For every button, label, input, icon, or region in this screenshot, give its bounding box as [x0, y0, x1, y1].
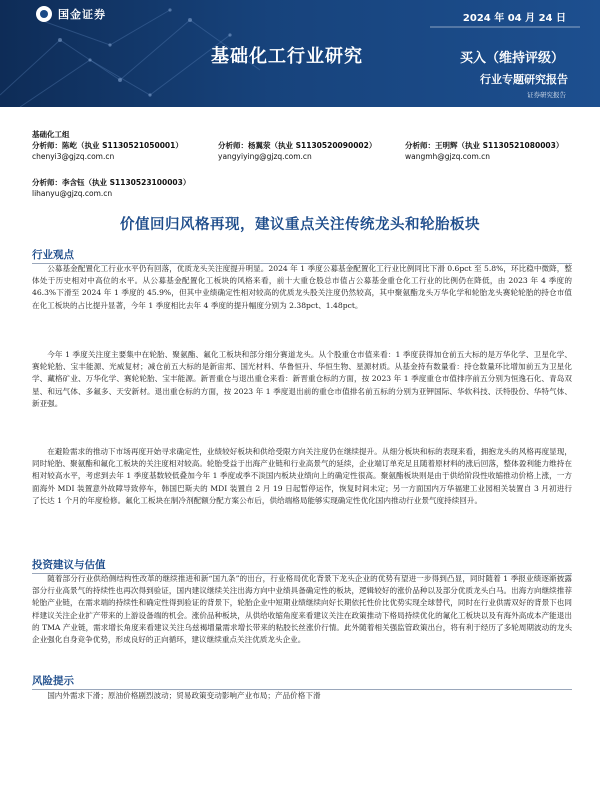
section-heading-view: [32, 247, 572, 264]
analyst-email[interactable]: wangmh@gjzq.com.cn: [405, 152, 491, 161]
analyst-email[interactable]: lihanyu@gjzq.com.cn: [32, 189, 113, 198]
section-title: 行业观点: [32, 249, 74, 261]
section-heading-risk: [32, 673, 572, 690]
logo-text: 国金证券: [58, 8, 106, 21]
view-paragraph-2: 今年 1 季度关注度主要集中在轮胎、聚氨酯、氟化工板块和部分细分赛道龙头。从个股重仓市值来看：1 季度获得加仓前五大标的是万华化学、卫星化学、赛轮轮胎、宝丰能源、光威复材；减仓前五大标的是新宙邦、国光材料、华鲁恒升、华恒生物、星源材质。从基金持有数量看：持仓数量环比增加前五为卫星化学、藏格矿业、万华化学、赛轮轮胎、宝丰能源。新晋重仓与退出重仓来看：新晋重仓标的方面，按 2023 年 1 季度重仓市值排序前五分别为恒逸石化、青岛双星、和远气体、多氟多、天安新材。退出重仓标的方面，按 2023 年 1 季度退出前的重仓市值排名前五标的分别为亚钾国际、华软科技、沃特股份、华特气体、新亚强。: [32, 350, 572, 408]
section-title: 风险提示: [32, 675, 74, 687]
rating: 买入（维持评级）: [459, 51, 564, 66]
report-type: 行业专题研究报告: [480, 73, 568, 86]
company-logo: [36, 6, 106, 22]
analyst-4: [32, 177, 190, 199]
view-paragraph-3: 在避险需求的推动下市场再度开始寻求确定性，业绩较好板块和供给受限方向关注度仍在继续提升。从细分板块和标的表现来看，拥抱龙头的风格再度显现，同时轮胎、聚氨酯和氟化工板块的关注度相对较高。轮胎受益于出海产业链和行业高景气的延续，企业端订单充足且随着原材料的涨后回落，整体盈利能力维持在相对较高水平，考虑到去年 1 季度基数较低叠加今年 1 季度或季不淡国内板块业绩向上的确定性很高。聚氨酯板块则是由于供给阶段性收缩推动价格上涨，一方面海外 MDI 装置意外故障导致停车，韩国巴斯夫的 MDI 装置自 2 月 19 日起暂停运作，恢复时间未定；另一方面国内万华福建工业园相关装置自 3 月初进行了长达 1 个月的年度检修。氟化工板块在制冷剂配额分配方案公布后，供给端格局能够实现确定性优化国内推动行业景气度持续回升。: [32, 447, 572, 505]
analyst-email[interactable]: chenyi3@gjzq.com.cn: [32, 152, 115, 161]
invest-paragraph-1: 随着部分行业供给侧结构性改革的继续推进和新“国九条”的出台，行业格局优化背景下龙头企业的优势有望进一步得到凸显，同时随着 1 季报业绩逐渐披露部分行业高景气的持续性也再次得到验证，国内建议继续关注出海方向中业绩具备确定性的板块，逻辑较好的涨价品种以及部分优质龙头白马。出海方向继续推荐轮胎产业链，在需求端的持续性和确定性得到验证的背景下，轮胎企业中短期业绩继续向好长期依托性价比优势实现全球替代，同时在行业供需双好的背景下也同样建议关注企业扩产带来的上游设备端的机会。涨价品种板块，从供给收缩角度来看建议关注在政策推动下格局持续优化的氟化工板块以及有海外高成本产能退出的 TMA 产业链，需求增长角度来看建议关注乌兹褐增量需求增长带来的粘胶长丝涨价行情。此外随着相关强监管政策出台，将有利于经历了多轮周期波动的龙头企业强化自身竞争优势，形成良好的正向循环，建议继续重点关注优质龙头企业。: [32, 574, 572, 645]
section-title: 投资建议与估值: [32, 559, 106, 571]
header-banner: [0, 0, 600, 107]
section-heading-invest: [32, 557, 572, 574]
report-category-title: 基础化工行业研究: [211, 46, 363, 67]
view-paragraph-1: 公募基金配置化工行业水平仍有回落，优质龙头关注度提升明显。2024 年 1 季度公募基金配置化工行业比例同比下滑 0.6pct 至 5.8%，环比稳中微降，整体处于历史相对中高位的水平。从公募基金配置化工板块的风格来看，前十大重仓股总市值占公募基金重仓化工行业的比例仍在降低，由 2023 年 4 季度的 46.3%下滑至 2024 年 1 季度的 45.9%，但其中业绩确定性相对较高的优质龙头股关注度仍然较高，其中聚氨酯龙头万华化学和轮胎龙头赛轮轮胎的持仓市值在化工板块的占比提升显著，今年 1 季度相比去年 4 季度的提升幅度分别为 2.38pct、1.48pct。: [32, 264, 572, 310]
analyst-1: [32, 140, 183, 162]
analyst-name: 分析师：杨翼荥（执业 S1130520090002）: [218, 141, 377, 150]
analyst-name: 分析师：陈屹（执业 S1130521050001）: [32, 141, 183, 150]
analyst-name: 分析师：李含钰（执业 S1130523100003）: [32, 178, 191, 187]
team-label: 基础化工组: [32, 130, 70, 139]
logo-icon: [36, 6, 52, 22]
department-label: 证券研究报告: [527, 91, 566, 99]
risk-paragraph-1: 国内外需求下滑；原油价格剧烈波动；贸易政策变动影响产业布局；产品价格下滑: [47, 691, 321, 700]
report-date: 2024 年 04 月 24 日: [462, 13, 566, 24]
analyst-3: [405, 140, 563, 162]
analyst-email[interactable]: yangyiying@gjzq.com.cn: [218, 152, 312, 161]
report-headline: 价值回归风格再现，建议重点关注传统龙头和轮胎板块: [120, 217, 480, 233]
analyst-name: 分析师：王明辉（执业 S1130521080003）: [405, 141, 564, 150]
analyst-2: [218, 140, 376, 162]
